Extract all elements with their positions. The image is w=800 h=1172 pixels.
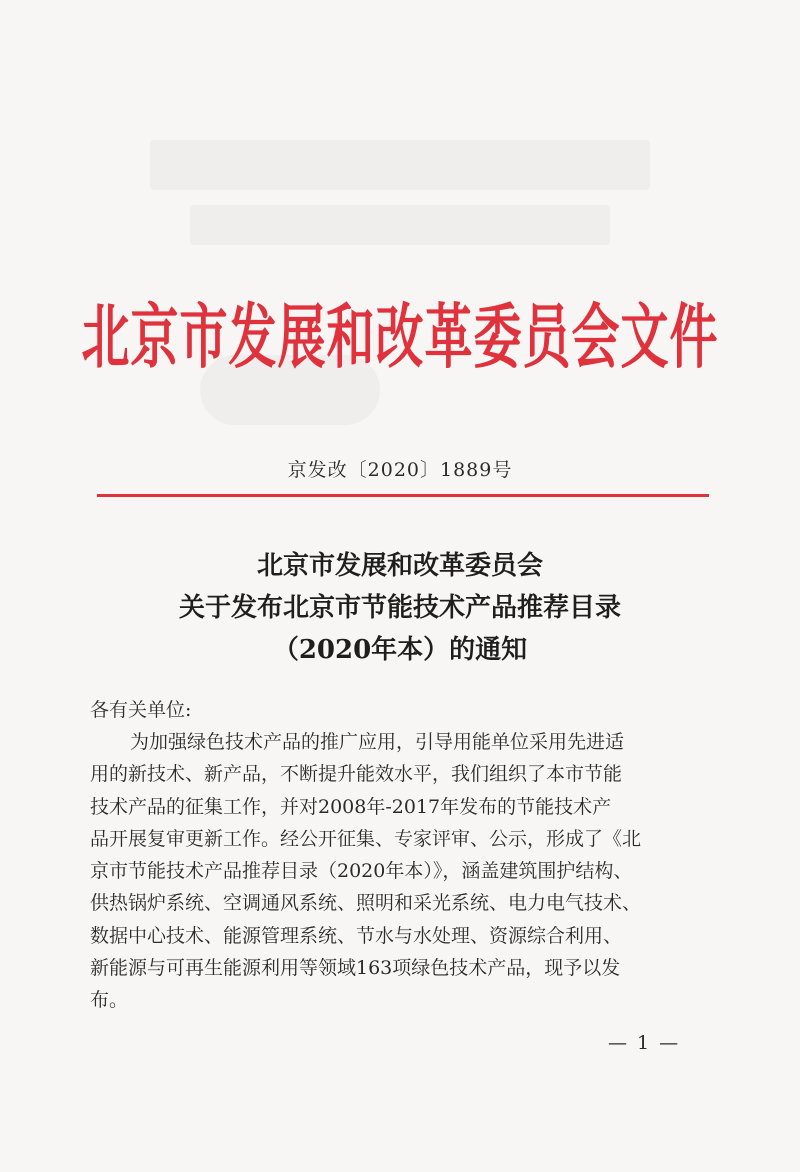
body-line: 京市节能技术产品推荐目录（2020年本）》，涵盖建筑围护结构、 — [90, 860, 633, 883]
body-line: 数据中心技术、能源管理系统、节水与水处理、资源综合利用、 — [90, 924, 623, 947]
title-line: 北京市发展和改革委员会 — [256, 551, 543, 581]
show-through-mark — [150, 140, 650, 190]
header-divider — [97, 494, 709, 497]
document-number: 京发改〔2020〕1889号 — [287, 459, 513, 481]
body-line: 技术产品的征集工作，并对2008年-2017年发布的节能技术产 — [90, 795, 612, 818]
title-line: （2020年本）的通知 — [272, 635, 528, 665]
show-through-mark — [190, 205, 610, 245]
body-line: 新能源与可再生能源利用等领域163项绿色技术产品，现予以发 — [90, 957, 621, 980]
addressee: 各有关单位: — [90, 699, 192, 721]
body-line: 为加强绿色技术产品的推广应用，引导用能单位采用先进适 — [130, 731, 625, 753]
agency-header: 北京市发展和改革委员会文件 — [81, 297, 719, 379]
document-title — [0, 545, 800, 671]
body-line: 供热锅炉系统、空调通风系统、照明和采光系统、电力电气技术、 — [90, 892, 642, 915]
body-line: 品开展复审更新工作。经公开征集、专家评审、公示，形成了《北 — [90, 827, 642, 850]
body-line: 布。 — [90, 989, 129, 1012]
body-line: 用的新技术、新产品，不断提升能效水平，我们组织了本市节能 — [90, 763, 623, 786]
page-number: — 1 — — [608, 1032, 681, 1054]
title-line: 关于发布北京市节能技术产品推荐目录 — [178, 593, 621, 623]
body-paragraph — [90, 726, 710, 1017]
